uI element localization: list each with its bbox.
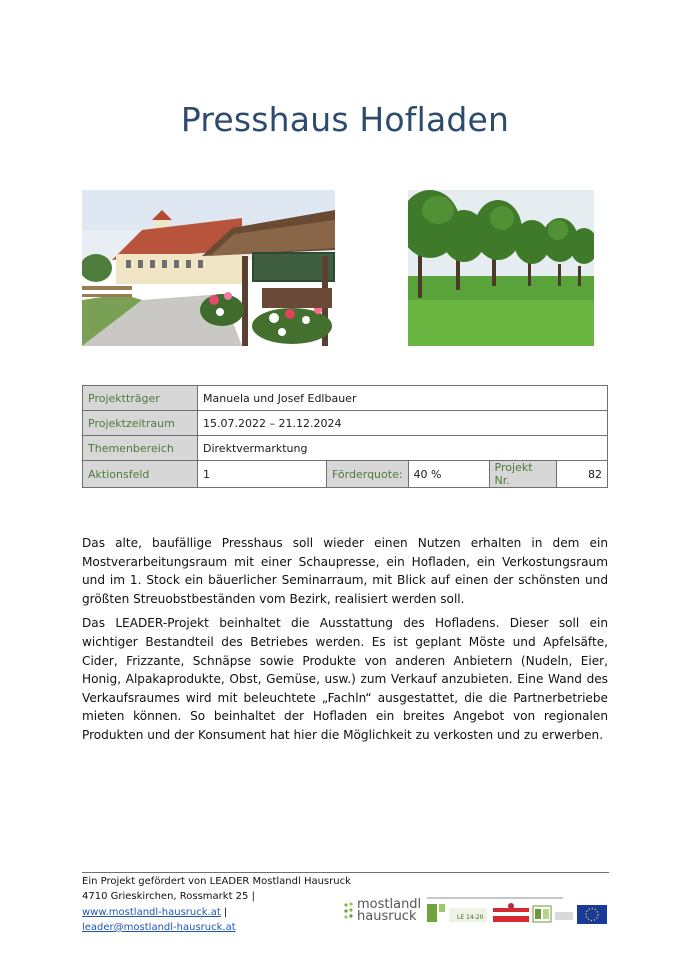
table-row <box>83 436 608 461</box>
table-row <box>83 461 608 488</box>
paragraph-1: Das alte, baufällige Presshaus soll wieder einen Nutzen erhalten in dem ein Mostverarbeitungsraum mit einer Schaupresse, ein Hofladen, ein Verkostungsraum und im 1. Stock ein bäuerlicher Seminarraum, mit Blick auf einen der schönsten und größten Streuobstbeständen vom Bezirk, realisiert werden soll. <box>82 536 608 606</box>
eu-flag-icon <box>577 905 607 924</box>
label-themenbereich: Themenbereich <box>83 436 198 461</box>
footer-email-line <box>82 920 351 935</box>
label-foerderquote: Förderquote: <box>327 461 409 488</box>
label-projekttraeger: Projektträger <box>83 386 198 411</box>
email-link[interactable]: leader@mostlandl-hausruck.at <box>82 921 236 933</box>
farmhouse-photo <box>82 190 335 346</box>
orchard-photo <box>408 190 594 346</box>
label-projektzeitraum: Projektzeitraum <box>83 411 198 436</box>
le-logo-text: LE 14-20 <box>457 914 484 921</box>
value-aktionsfeld: 1 <box>198 461 327 488</box>
footer-divider <box>82 872 609 873</box>
value-foerderquote: 40 % <box>408 461 489 488</box>
footer-address: 4710 Grieskirchen, Rossmarkt 25 | <box>82 891 255 903</box>
leader-logo-icon <box>533 906 551 922</box>
website-link[interactable]: www.mostlandl-hausruck.at <box>82 906 221 918</box>
footer-separator: | <box>220 906 228 918</box>
label-projekt-nr: Projekt Nr. <box>489 461 556 488</box>
value-projekt-nr: 82 <box>556 461 607 488</box>
logo-word-mostlandl: mostlandl <box>357 897 422 912</box>
footer <box>82 874 351 935</box>
mostlandl-hausruck-logo <box>343 896 425 926</box>
value-projekttraeger: Manuela und Josef Edlbauer <box>198 386 608 411</box>
value-themenbereich: Direktvermarktung <box>198 436 608 461</box>
paragraph-2: Das LEADER-Projekt beinhaltet die Ausstattung des Hofladens. Dieser soll ein wichtiger Bestandteil des Betriebes werden. Es ist geplant Möste und Apfelsäfte, Cider, Frizzante, Schnäpse sowie Produkte von anderen Anbietern (Nudeln, Eier, Honig, Alpakaprodukte, Obst, Gemüse, usw.) zum Verkauf anzubieten. Eine Wand des Verkaufsraumes wird mit beleuchtete „Fachln“ ausgestattet, die die Partnerbetriebe mieten können. So beinhaltet der Hofladen ein breites Angebot von regionalen Produkten und der Konsument hat hier die Möglichkeit zu verkosten und zu erwerben. <box>82 616 608 742</box>
project-info-table <box>82 385 608 488</box>
austria-flag-icon <box>493 903 529 922</box>
project-description <box>82 534 608 751</box>
logo-dots-icon <box>343 901 355 921</box>
footer-line-1: Ein Projekt gefördert von LEADER Mostlandl Hausruck <box>82 876 351 887</box>
value-projektzeitraum: 15.07.2022 – 21.12.2024 <box>198 411 608 436</box>
funding-logos <box>427 896 608 926</box>
label-aktionsfeld: Aktionsfeld <box>83 461 198 488</box>
page-title: Presshaus Hofladen <box>180 100 510 139</box>
table-row <box>83 411 608 436</box>
logo-word-hausruck: hausruck <box>357 909 417 924</box>
table-row <box>83 386 608 411</box>
text-logo-icon <box>555 912 573 920</box>
footer-web-line <box>82 905 351 920</box>
